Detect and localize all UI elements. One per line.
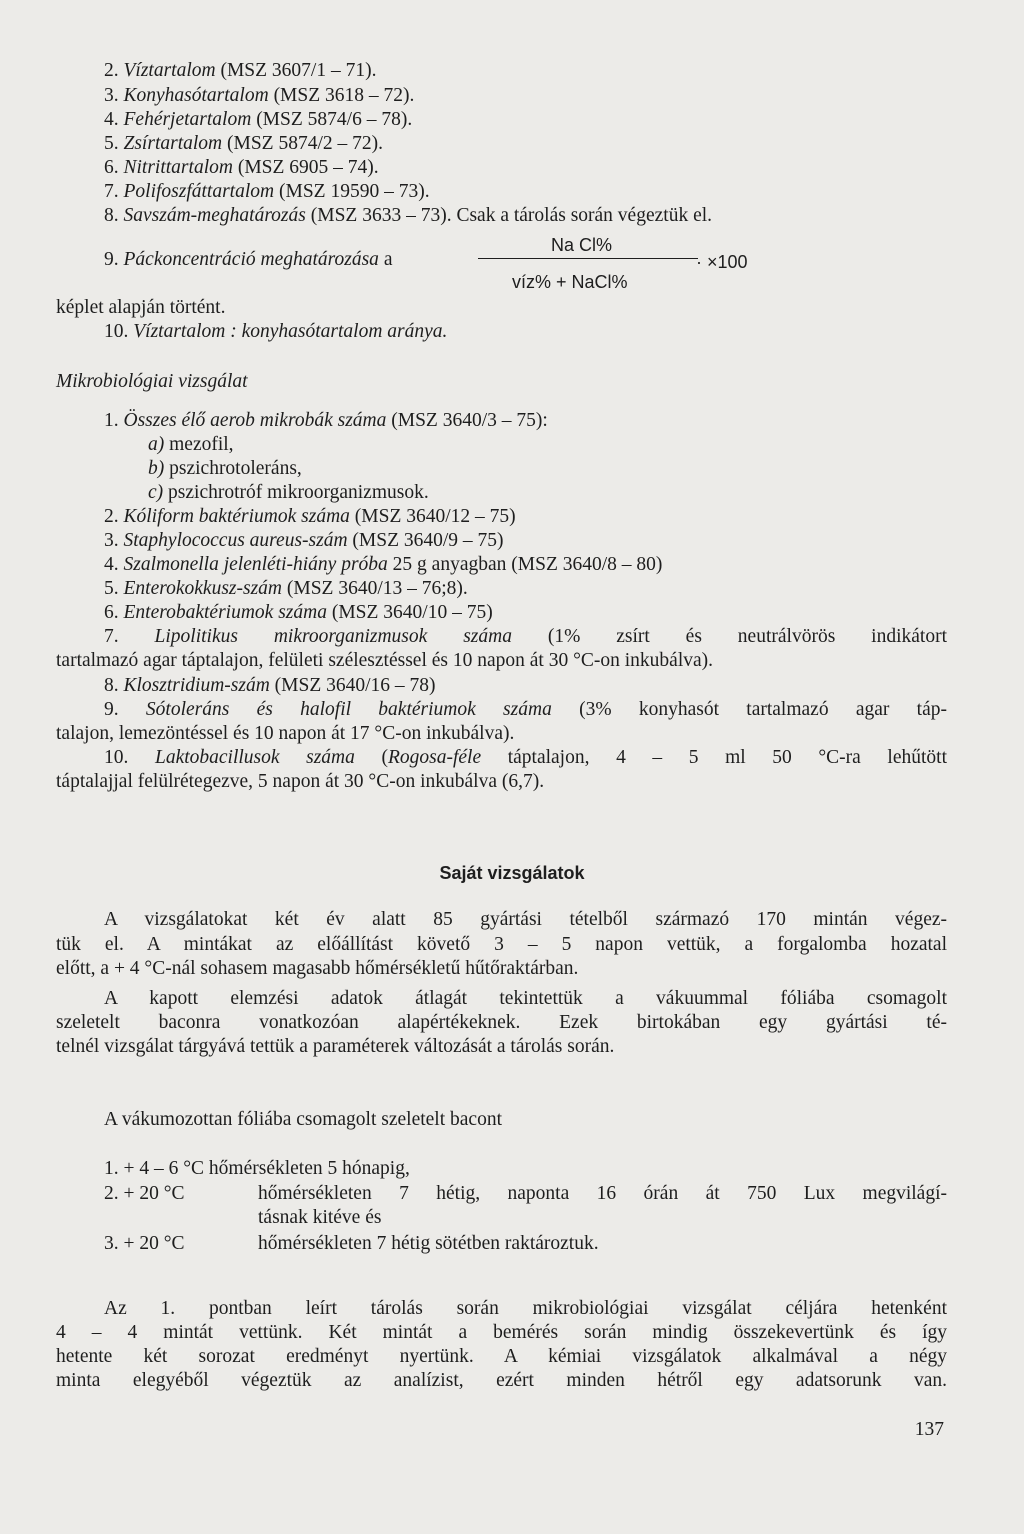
para1-line-2: tük el. A mintákat az előállítást követő 3 – 5 napon vettük, a forgalomba hozatal: [56, 934, 947, 955]
page-number: 137: [914, 1419, 944, 1440]
micro-item-6: 6. Enterobaktériumok száma (MSZ 3640/10 – 75): [104, 602, 493, 623]
para2-line-2: szeletelt baconra vonatkozóan alapértékeknek. Ezek birtokában egy gyártási té-: [56, 1012, 947, 1033]
formula-item-label: 9. Páckoncentráció meghatározása a: [104, 249, 393, 270]
micro-subitem-b: b) pszichrotoleráns,: [148, 458, 302, 479]
method-item-3: 3. Konyhasótartalom (MSZ 3618 – 72).: [104, 85, 415, 106]
para2-line-1: A kapott elemzési adatok átlagát tekintettük a vákuummal fóliába csomagolt: [104, 988, 947, 1009]
formula-denominator: víz% + NaCl%: [512, 272, 628, 292]
para1-line-3: előtt, a + 4 °C-nál sohasem magasabb hőmérsékletű hűtőraktárban.: [56, 958, 579, 979]
para3-line-4: minta elegyéből végeztük az analízist, ezért minden hétről egy adatsorunk van.: [56, 1370, 947, 1391]
section-title: Saját vizsgálatok: [439, 863, 585, 883]
storage-item-2-num: 2. + 20 °C: [104, 1183, 185, 1204]
micro-item-7: 7. Lipolitikus mikroorganizmusok száma (1% zsírt és neutrálvörös indikátort: [104, 626, 947, 647]
storage-intro: A vákumozottan fóliába csomagolt szeletelt bacont: [104, 1109, 502, 1130]
storage-item-2-cont: tásnak kitéve és: [258, 1207, 382, 1228]
para3-line-3: hetente két sorozat eredményt nyertünk. A kémiai vizsgálatok alkalmával a négy: [56, 1346, 947, 1367]
method-item-7: 7. Polifoszfáttartalom (MSZ 19590 – 73).: [104, 181, 430, 202]
micro-item-8: 8. Klosztridium-szám (MSZ 3640/16 – 78): [104, 675, 436, 696]
formula-tail: képlet alapján történt.: [56, 297, 226, 318]
formula-multiplier: · ×100: [696, 252, 748, 272]
micro-item-9-cont: talajon, lemezöntéssel és 10 napon át 17 °C-on inkubálva).: [56, 723, 515, 744]
micro-item-7-cont: tartalmazó agar táptalajon, felületi szélesztéssel és 10 napon át 30 °C-on inkubálva).: [56, 650, 714, 671]
micro-item-10: 10. Laktobacillusok száma (Rogosa-féle táptalajon, 4 – 5 ml 50 °C-ra lehűtött: [104, 747, 947, 768]
storage-item-3-text: hőmérsékleten 7 hétig sötétben raktároztuk.: [258, 1233, 599, 1254]
micro-item-1: 1. Összes élő aerob mikrobák száma (MSZ 3640/3 – 75):: [104, 410, 548, 431]
method-item-8: 8. Savszám-meghatározás (MSZ 3633 – 73). Csak a tárolás során végeztük el.: [104, 205, 713, 226]
para3-line-2: 4 – 4 mintát vettünk. Két mintát a bemérés során mindig összekevertünk és így: [56, 1322, 947, 1343]
micro-item-9: 9. Sótoleráns és halofil baktériumok száma (3% konyhasót tartalmazó agar táp-: [104, 699, 947, 720]
formula-numerator: Na Cl%: [551, 235, 613, 255]
formula-fraction-bar: [478, 258, 698, 259]
method-item-5: 5. Zsírtartalom (MSZ 5874/2 – 72).: [104, 133, 383, 154]
para2-line-3: telnél vizsgálat tárgyává tettük a paraméterek változását a tárolás során.: [56, 1036, 615, 1057]
micro-item-4: 4. Szalmonella jelenléti-hiány próba 25 g anyagban (MSZ 3640/8 – 80): [104, 554, 663, 575]
micro-item-10-cont: táptalajjal felülrétegezve, 5 napon át 30 °C-on inkubálva (6,7).: [56, 771, 545, 792]
micro-subitem-c: c) pszichrotróf mikroorganizmusok.: [148, 482, 429, 503]
method-item-2: 2. Víztartalom (MSZ 3607/1 – 71).: [104, 60, 377, 81]
para3-line-1: Az 1. pontban leírt tárolás során mikrobiológiai vizsgálat céljára hetenként: [104, 1298, 947, 1319]
micro-heading: Mikrobiológiai vizsgálat: [56, 371, 248, 392]
micro-item-5: 5. Enterokokkusz-szám (MSZ 3640/13 – 76;8).: [104, 578, 468, 599]
method-item-10: 10. Víztartalom : konyhasótartalom aránya.: [104, 321, 448, 342]
method-item-4: 4. Fehérjetartalom (MSZ 5874/6 – 78).: [104, 109, 413, 130]
micro-item-2: 2. Kóliform baktériumok száma (MSZ 3640/12 – 75): [104, 506, 516, 527]
para1-line-1: A vizsgálatokat két év alatt 85 gyártási tételből származó 170 mintán végez-: [104, 909, 947, 930]
method-item-6: 6. Nitrittartalom (MSZ 6905 – 74).: [104, 157, 379, 178]
micro-subitem-a: a) mezofil,: [148, 434, 234, 455]
storage-item-1: 1. + 4 – 6 °C hőmérsékleten 5 hónapig,: [104, 1158, 410, 1179]
storage-item-2-text: hőmérsékleten 7 hétig, naponta 16 órán át 750 Lux megvilágí-: [258, 1183, 947, 1204]
micro-item-3: 3. Staphylococcus aureus-szám (MSZ 3640/9 – 75): [104, 530, 504, 551]
storage-item-3-num: 3. + 20 °C: [104, 1233, 185, 1254]
